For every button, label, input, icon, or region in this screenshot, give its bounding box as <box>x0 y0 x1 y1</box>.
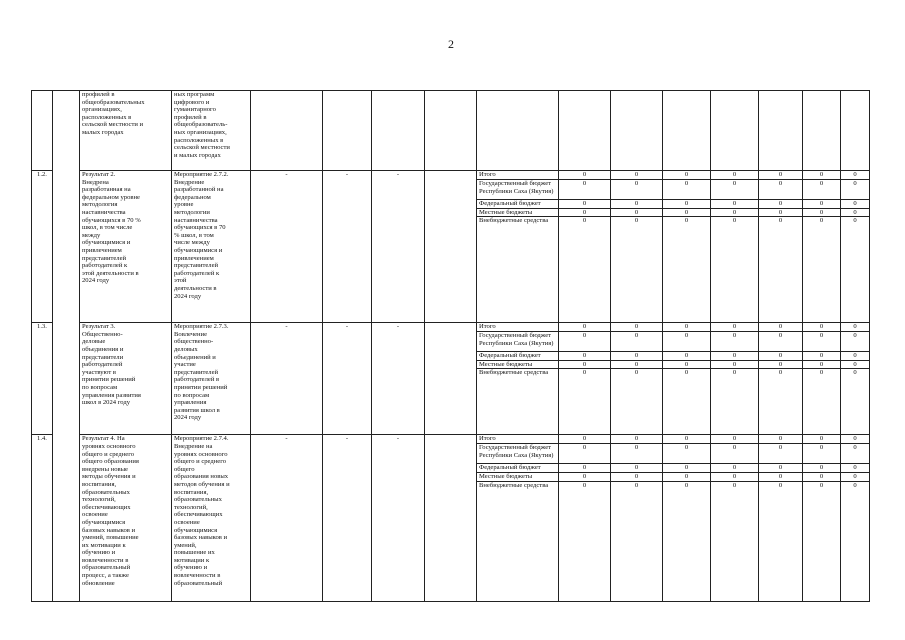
value-cell: 0 <box>559 208 611 217</box>
value-cell: 0 <box>841 435 870 444</box>
value-cell: 0 <box>759 464 803 473</box>
value-cell: 0 <box>841 323 870 332</box>
value-cell: 0 <box>711 352 759 361</box>
value-cell: 0 <box>759 217 803 323</box>
value-cell: 0 <box>663 435 711 444</box>
funding-row <box>32 435 870 444</box>
value-cell: 0 <box>663 481 711 601</box>
continuation-row <box>32 91 870 171</box>
dash-cell: - <box>372 435 425 601</box>
value-cell: 0 <box>663 208 711 217</box>
value-cell: 0 <box>803 369 841 435</box>
value-cell: 0 <box>803 464 841 473</box>
value-cell: 0 <box>663 332 711 352</box>
funding-row <box>32 323 870 332</box>
result-text-cell: Результат 2. Внедрена разработанная на федеральном уровне методология наставничества обучающихся в 70 % школ, в том числе между обучающимися и привлечением представителей работодателей к этой деятельности в 2024 году <box>80 171 172 323</box>
value-cell: 0 <box>559 171 611 180</box>
value-cell: 0 <box>611 481 663 601</box>
funding-source-cell: Местные бюджеты <box>477 472 559 481</box>
value-cell: 0 <box>841 200 870 209</box>
dash-cell: - <box>251 323 323 435</box>
value-cell: 0 <box>841 180 870 200</box>
value-cell: 0 <box>611 208 663 217</box>
row-number: 1.4. <box>32 435 53 601</box>
value-cell: 0 <box>611 435 663 444</box>
value-cell: 0 <box>663 464 711 473</box>
value-cell: 0 <box>759 472 803 481</box>
value-cell: 0 <box>611 332 663 352</box>
value-cell: 0 <box>841 352 870 361</box>
empty-cell <box>663 91 711 171</box>
column-b-merged <box>53 91 80 602</box>
funding-source-cell: Итого <box>477 171 559 180</box>
value-cell: 0 <box>559 217 611 323</box>
value-cell: 0 <box>559 323 611 332</box>
value-cell: 0 <box>803 435 841 444</box>
value-cell: 0 <box>559 332 611 352</box>
value-cell: 0 <box>611 360 663 369</box>
value-cell: 0 <box>841 444 870 464</box>
value-cell: 0 <box>711 472 759 481</box>
empty-cell <box>425 435 477 601</box>
funding-source-cell: Итого <box>477 323 559 332</box>
event-text-cell: ных программ цифрового и гуманитарного профилей в общеобразователь- ных организациях, расположенных в сельской местности и малых городах <box>172 91 251 171</box>
value-cell: 0 <box>803 200 841 209</box>
value-cell: 0 <box>611 323 663 332</box>
dash-cell: - <box>323 171 372 323</box>
value-cell: 0 <box>759 435 803 444</box>
empty-cell <box>711 91 759 171</box>
value-cell: 0 <box>841 472 870 481</box>
event-text-cell: Мероприятие 2.7.2. Внедрение разработанной на федеральном уровне методологии наставничества обучающихся в 70 % школ, в том числе между обучающимися и привлечением представителей работодателей к этой деятельности в 2024 году <box>172 171 251 323</box>
funding-source-cell: Внебюджетные средства <box>477 217 559 323</box>
funding-source-cell: Государственный бюджет Республики Саха (Якутия) <box>477 332 559 352</box>
value-cell: 0 <box>841 217 870 323</box>
value-cell: 0 <box>759 369 803 435</box>
value-cell: 0 <box>559 472 611 481</box>
funding-source-cell: Государственный бюджет Республики Саха (Якутия) <box>477 444 559 464</box>
row-number: 1.3. <box>32 323 53 435</box>
value-cell: 0 <box>663 323 711 332</box>
dash-cell: - <box>323 435 372 601</box>
empty-cell <box>611 91 663 171</box>
value-cell: 0 <box>711 217 759 323</box>
funding-source-cell: Внебюджетные средства <box>477 481 559 601</box>
num-cell <box>32 91 53 171</box>
value-cell: 0 <box>803 481 841 601</box>
value-cell: 0 <box>663 352 711 361</box>
result-text-cell: профилей в общеобразовательных организациях, расположенных в сельской местности и малых городах <box>80 91 172 171</box>
value-cell: 0 <box>841 332 870 352</box>
empty-cell <box>323 91 372 171</box>
funding-source-cell: Федеральный бюджет <box>477 352 559 361</box>
empty-cell <box>841 91 870 171</box>
value-cell: 0 <box>711 180 759 200</box>
value-cell: 0 <box>663 180 711 200</box>
value-cell: 0 <box>803 360 841 369</box>
empty-cell <box>559 91 611 171</box>
value-cell: 0 <box>803 180 841 200</box>
funding-source-cell: Местные бюджеты <box>477 208 559 217</box>
value-cell: 0 <box>759 444 803 464</box>
funding-source-cell: Федеральный бюджет <box>477 464 559 473</box>
value-cell: 0 <box>611 464 663 473</box>
value-cell: 0 <box>663 369 711 435</box>
empty-cell <box>477 91 559 171</box>
value-cell: 0 <box>803 323 841 332</box>
value-cell: 0 <box>803 472 841 481</box>
value-cell: 0 <box>759 171 803 180</box>
funding-source-cell: Внебюджетные средства <box>477 369 559 435</box>
value-cell: 0 <box>663 472 711 481</box>
value-cell: 0 <box>711 444 759 464</box>
value-cell: 0 <box>611 171 663 180</box>
empty-cell <box>425 171 477 323</box>
value-cell: 0 <box>663 360 711 369</box>
value-cell: 0 <box>803 217 841 323</box>
value-cell: 0 <box>803 444 841 464</box>
value-cell: 0 <box>711 435 759 444</box>
dash-cell: - <box>372 323 425 435</box>
value-cell: 0 <box>759 352 803 361</box>
value-cell: 0 <box>759 208 803 217</box>
value-cell: 0 <box>711 200 759 209</box>
value-cell: 0 <box>711 323 759 332</box>
value-cell: 0 <box>803 208 841 217</box>
value-cell: 0 <box>663 444 711 464</box>
row-number: 1.2. <box>32 171 53 323</box>
value-cell: 0 <box>611 472 663 481</box>
value-cell: 0 <box>711 369 759 435</box>
value-cell: 0 <box>559 464 611 473</box>
value-cell: 0 <box>559 200 611 209</box>
value-cell: 0 <box>559 352 611 361</box>
value-cell: 0 <box>711 481 759 601</box>
empty-cell <box>372 91 425 171</box>
value-cell: 0 <box>663 171 711 180</box>
value-cell: 0 <box>759 200 803 209</box>
value-cell: 0 <box>611 352 663 361</box>
result-text-cell: Результат 4. На уровнях основного общего и среднего общего образования внедрены новые методы обучения и воспитания, образовательных технологий, обеспечивающих освоение обучающимися базовых навыков и умений, повышение их мотивации к обучению и вовлеченности в образовательный процесс, а также обновление <box>80 435 172 601</box>
dash-cell: - <box>251 435 323 601</box>
result-text-cell: Результат 3. Общественно- деловые объединения и представители работодателей участвуют в принятии решений по вопросам управления развития школ в 2024 году <box>80 323 172 435</box>
event-text-cell: Мероприятие 2.7.3. Вовлечение общественно- деловых объединений и участие представителей работодателей в принятии решений по вопросам управления развития школ в 2024 году <box>172 323 251 435</box>
value-cell: 0 <box>711 208 759 217</box>
funding-source-cell: Итого <box>477 435 559 444</box>
dash-cell: - <box>323 323 372 435</box>
value-cell: 0 <box>759 481 803 601</box>
value-cell: 0 <box>559 481 611 601</box>
value-cell: 0 <box>611 217 663 323</box>
value-cell: 0 <box>841 369 870 435</box>
value-cell: 0 <box>759 323 803 332</box>
empty-cell <box>425 91 477 171</box>
value-cell: 0 <box>611 369 663 435</box>
funding-source-cell: Государственный бюджет Республики Саха (Якутия) <box>477 180 559 200</box>
value-cell: 0 <box>711 332 759 352</box>
value-cell: 0 <box>559 369 611 435</box>
value-cell: 0 <box>559 360 611 369</box>
program-table <box>31 90 870 602</box>
value-cell: 0 <box>841 360 870 369</box>
value-cell: 0 <box>759 180 803 200</box>
empty-cell <box>425 323 477 435</box>
value-cell: 0 <box>611 444 663 464</box>
value-cell: 0 <box>559 180 611 200</box>
value-cell: 0 <box>803 332 841 352</box>
value-cell: 0 <box>663 200 711 209</box>
empty-cell <box>251 91 323 171</box>
value-cell: 0 <box>841 464 870 473</box>
value-cell: 0 <box>711 171 759 180</box>
dash-cell: - <box>251 171 323 323</box>
value-cell: 0 <box>663 217 711 323</box>
value-cell: 0 <box>711 464 759 473</box>
event-text-cell: Мероприятие 2.7.4. Внедрение на уровнях основного общего и среднего общего образования новых методов обучения и воспитания, образовательных технологий, обеспечивающих освоение обучающимися базовых навыков и умений, повышение их мотивации к обучению и вовлеченности в образовательный <box>172 435 251 601</box>
dash-cell: - <box>372 171 425 323</box>
funding-row <box>32 171 870 180</box>
value-cell: 0 <box>611 180 663 200</box>
value-cell: 0 <box>803 171 841 180</box>
value-cell: 0 <box>711 360 759 369</box>
funding-source-cell: Местные бюджеты <box>477 360 559 369</box>
value-cell: 0 <box>803 352 841 361</box>
page-number: 2 <box>448 37 454 51</box>
value-cell: 0 <box>841 481 870 601</box>
value-cell: 0 <box>759 332 803 352</box>
value-cell: 0 <box>841 208 870 217</box>
value-cell: 0 <box>611 200 663 209</box>
value-cell: 0 <box>559 435 611 444</box>
value-cell: 0 <box>841 171 870 180</box>
empty-cell <box>759 91 803 171</box>
value-cell: 0 <box>559 444 611 464</box>
empty-cell <box>803 91 841 171</box>
funding-source-cell: Федеральный бюджет <box>477 200 559 209</box>
value-cell: 0 <box>759 360 803 369</box>
